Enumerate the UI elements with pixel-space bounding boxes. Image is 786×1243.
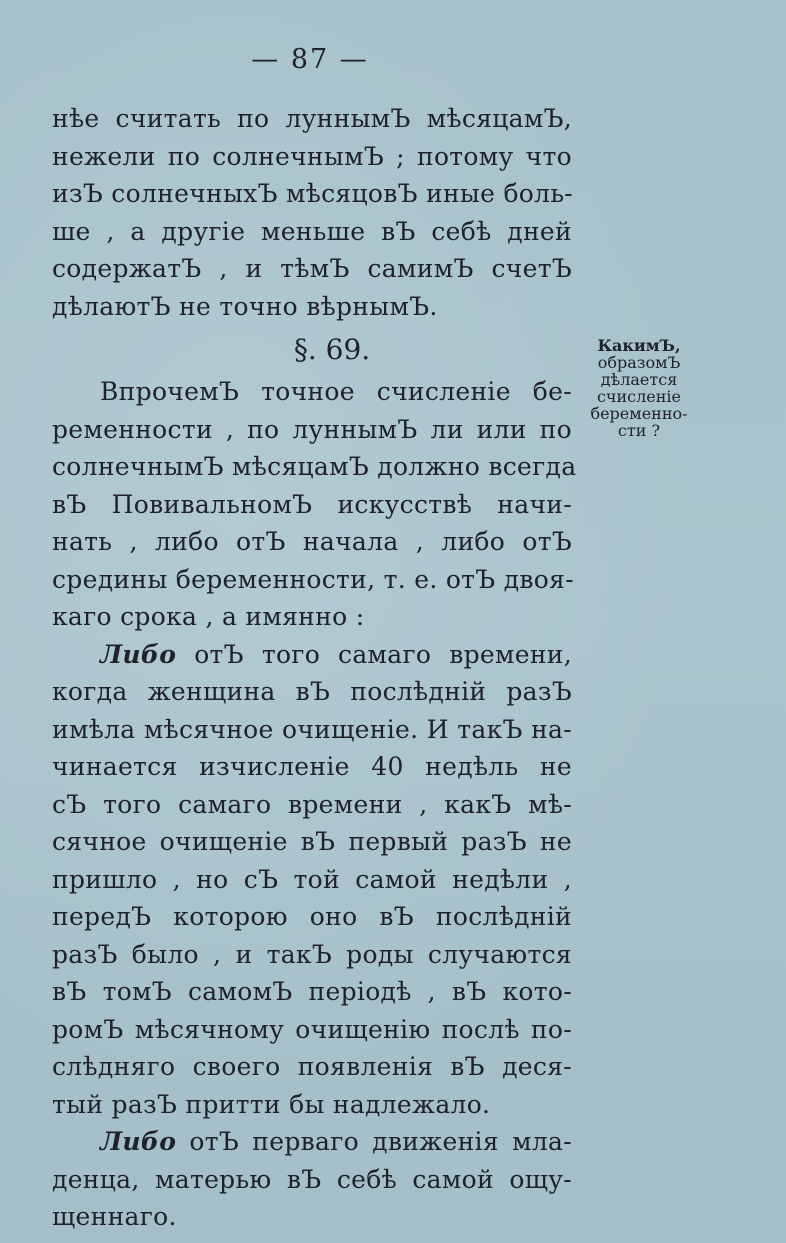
text-line: ВпрочемЪ точное счисленiе бе- bbox=[100, 377, 572, 406]
text-line: вЪ томЪ самомЪ перiодѣ , вЪ кото- bbox=[52, 977, 572, 1006]
text-line: передЪ которою оно вЪ послѣднiй bbox=[52, 902, 572, 931]
text-line: сячное очищенiе вЪ первый разЪ не bbox=[52, 827, 572, 856]
margin-note-line: сти ? bbox=[617, 421, 661, 440]
margin-note-line: образомЪ bbox=[597, 353, 681, 372]
margin-note-line: дѣлается bbox=[600, 370, 678, 389]
text-line: когда женщина вЪ послѣднiй разЪ bbox=[52, 677, 572, 706]
lead-word: Либо bbox=[100, 639, 177, 669]
text-line: изЪ солнечныхЪ мѣсяцовЪ иные боль- bbox=[52, 179, 574, 208]
text-line: каго срока , а имянно : bbox=[52, 602, 365, 631]
text-line bbox=[52, 1123, 572, 1161]
main-text-column bbox=[52, 100, 577, 1236]
margin-note-line: беременно- bbox=[590, 404, 688, 423]
margin-note-line: счисленiе bbox=[596, 387, 682, 406]
margin-note-line: КакимЪ, bbox=[597, 336, 681, 355]
text-line: денца, матерью вЪ себѣ самой ощу- bbox=[52, 1164, 572, 1194]
text-line: средины беременности, т. е. отЪ двоя- bbox=[52, 564, 574, 594]
text-line: чинается изчисленiе 40 недѣль не bbox=[52, 752, 572, 781]
text-line: тый разЪ притти бы надлежало. bbox=[52, 1089, 491, 1119]
section-heading: §. 69. bbox=[293, 333, 371, 366]
text-line: нежели по солнечнымЪ ; потому что bbox=[52, 141, 572, 171]
text-line: пришло , но сЪ той самой недѣли , bbox=[52, 864, 572, 894]
text-line-rest: отЪ того самаго времени, bbox=[194, 639, 573, 669]
text-line: ше , а другiе меньше вЪ себѣ дней bbox=[52, 216, 572, 246]
text-line bbox=[52, 636, 572, 674]
text-line: нать , либо отЪ начала , либо отЪ bbox=[52, 527, 572, 556]
text-line: вЪ ПовивальномЪ искусствѣ начи- bbox=[52, 489, 572, 519]
text-line: дѣлаютЪ не точно вѣрнымЪ. bbox=[52, 291, 438, 321]
text-line: слѣдняго своего появленiя вЪ деся- bbox=[52, 1052, 572, 1081]
text-line: ромЪ мѣсячному очищенiю послѣ по- bbox=[52, 1014, 572, 1044]
margin-note bbox=[577, 337, 701, 439]
text-line: щеннаго. bbox=[52, 1202, 177, 1231]
text-line: солнечнымЪ мѣсяцамЪ должно всегда bbox=[52, 452, 577, 481]
text-line: разЪ было , и такЪ роды случаются bbox=[52, 939, 572, 969]
text-line: сЪ того самаго времени , какЪ мѣ- bbox=[52, 789, 572, 819]
text-line: имѣла мѣсячное очищенiе. И такЪ на- bbox=[52, 714, 572, 744]
text-line: ременности , по луннымЪ ли или по bbox=[52, 414, 572, 444]
text-line: содержатЪ , и тѣмЪ самимЪ счетЪ bbox=[52, 254, 572, 283]
page-number-header: — 87 — bbox=[251, 44, 369, 75]
text-line: нѣе считать по луннымЪ мѣсяцамЪ, bbox=[52, 104, 572, 133]
lead-word: Либо bbox=[100, 1127, 177, 1156]
text-line-rest: отЪ перваго движенiя мла- bbox=[189, 1127, 572, 1156]
